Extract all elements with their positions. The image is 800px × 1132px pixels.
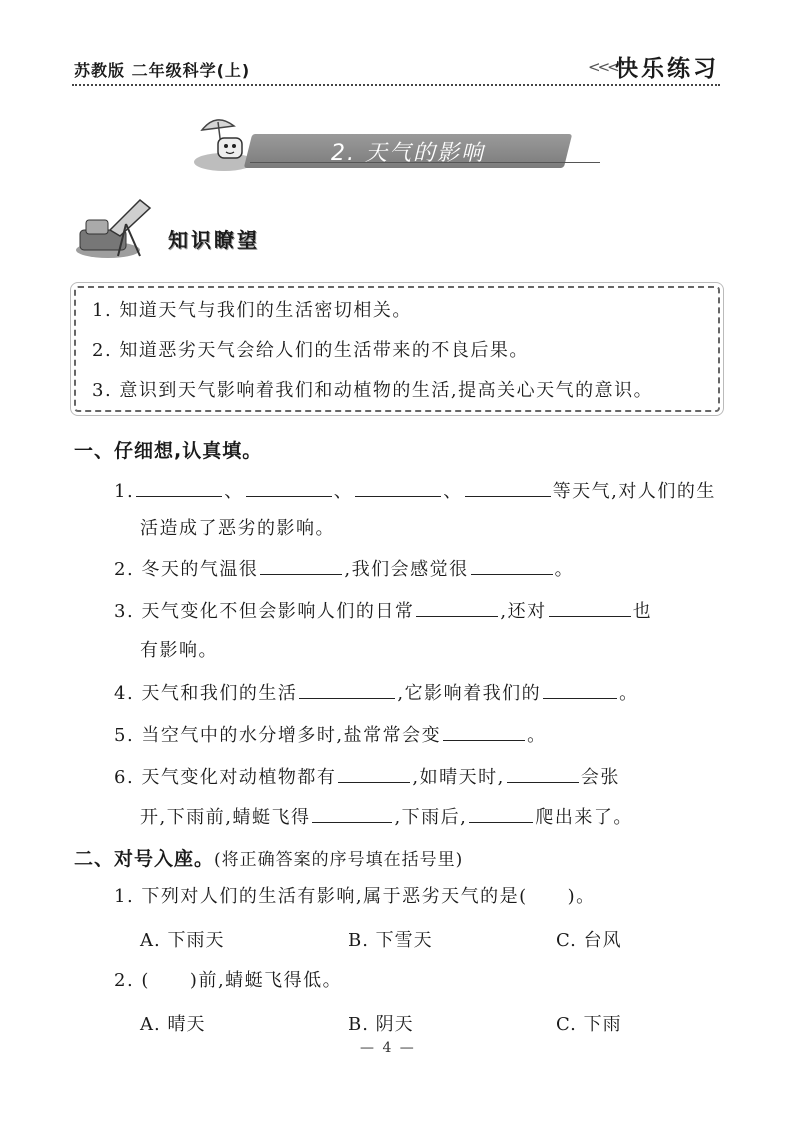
choice-question-1: 1. 下列对人们的生活有影响,属于恶劣天气的是( )。 — [114, 886, 596, 907]
question-1: 1. 、 、 、 等天气,对人们的生 — [114, 478, 716, 505]
option-a: A. 晴天 — [140, 1014, 206, 1035]
question-6-cont: 开,下雨前,蜻蜓飞得 ,下雨后, 爬出来了。 — [140, 804, 633, 831]
answer-blank[interactable] — [338, 764, 410, 783]
answer-blank[interactable] — [443, 722, 525, 741]
question-2: 2. 冬天的气温很 ,我们会感觉很 。 — [114, 556, 574, 583]
answer-blank[interactable] — [355, 478, 441, 497]
answer-blank[interactable] — [312, 804, 392, 823]
knowledge-item: 2. 知道恶劣天气会给人们的生活带来的不良后果。 — [92, 340, 529, 361]
answer-blank[interactable] — [246, 478, 332, 497]
part2-instructions: (将正确答案的序号填在括号里) — [214, 850, 464, 870]
header-divider — [72, 84, 720, 86]
answer-blank[interactable] — [471, 556, 553, 575]
question-3: 3. 天气变化不但会影响人们的日常 ,还对 也 — [114, 598, 652, 625]
chevrons-icon: <<< — [588, 58, 617, 76]
question-3-cont: 有影响。 — [140, 640, 218, 661]
option-c: C. 下雨 — [556, 1014, 622, 1035]
part1-heading: 一、仔细想,认真填。 — [74, 440, 263, 462]
choice-question-2: 2. ( )前,蜻蜓飞得低。 — [114, 970, 343, 991]
series-title: 快乐练习 — [615, 56, 719, 82]
telescope-icon — [70, 190, 166, 262]
answer-blank[interactable] — [507, 764, 579, 783]
part2-heading: 二、对号入座。(将正确答案的序号填在括号里) — [74, 848, 464, 870]
knowledge-item: 3. 意识到天气影响着我们和动植物的生活,提高关心天气的意识。 — [92, 380, 654, 401]
knowledge-item: 1. 知道天气与我们的生活密切相关。 — [92, 300, 412, 321]
lesson-title: 2. 天气的影响 — [331, 141, 485, 166]
option-c: C. 台风 — [556, 930, 622, 951]
question-6: 6. 天气变化对动植物都有 ,如晴天时, 会张 — [114, 764, 620, 791]
option-b: B. 阴天 — [348, 1014, 414, 1035]
answer-blank[interactable] — [136, 478, 222, 497]
answer-blank[interactable] — [299, 680, 395, 699]
answer-blank[interactable] — [549, 598, 631, 617]
answer-blank[interactable] — [416, 598, 498, 617]
answer-blank[interactable] — [469, 804, 533, 823]
question-4: 4. 天气和我们的生活 ,它影响着我们的 。 — [114, 680, 639, 707]
option-a: A. 下雨天 — [140, 930, 225, 951]
question-1-cont: 活造成了恶劣的影响。 — [140, 518, 335, 539]
question-5: 5. 当空气中的水分增多时,盐常常会变 。 — [114, 722, 547, 749]
answer-blank[interactable] — [465, 478, 551, 497]
section-heading: 知识瞭望 — [168, 228, 260, 252]
page-number: — 4 — — [360, 1040, 416, 1056]
book-edition-label: 苏教版 二年级科学(上) — [74, 61, 251, 80]
option-b: B. 下雪天 — [348, 930, 433, 951]
answer-blank[interactable] — [543, 680, 617, 699]
answer-blank[interactable] — [260, 556, 342, 575]
